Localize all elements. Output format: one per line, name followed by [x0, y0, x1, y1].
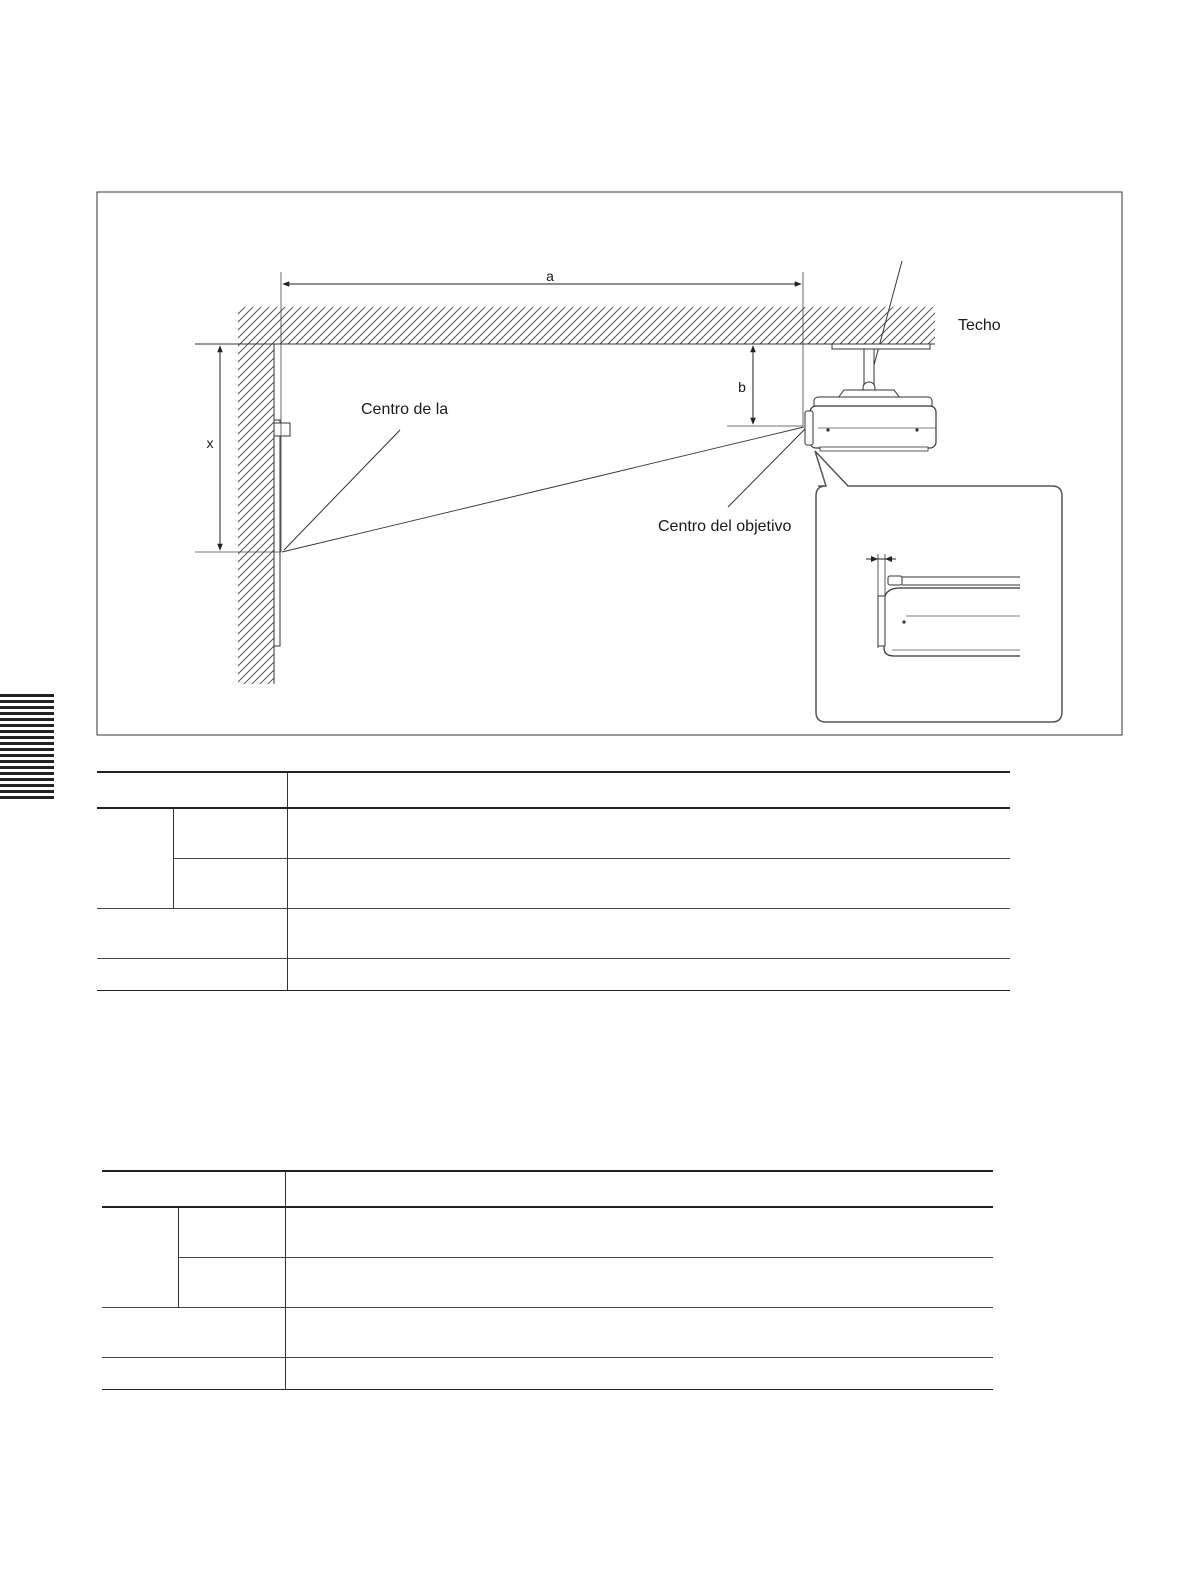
- table-row: [102, 1358, 993, 1390]
- screen-center-leader: [284, 430, 400, 550]
- lens-center-leader: [728, 429, 805, 507]
- dimension-a-label: a: [546, 268, 554, 284]
- ceiling-label: Techo: [958, 317, 1001, 334]
- table-cell: [285, 1207, 993, 1258]
- table-cell: [102, 1308, 285, 1358]
- table-cell: [285, 1358, 993, 1390]
- detail-knob: [888, 576, 902, 585]
- table-cell: [173, 808, 287, 859]
- wall-hatch: [238, 344, 274, 684]
- table-cell: [287, 808, 1010, 859]
- table-cell: [97, 959, 287, 991]
- table-cell: [173, 859, 287, 909]
- lens-center-label: Centro del objetivo: [658, 518, 792, 535]
- screen-center-label: Centro de la: [361, 401, 449, 418]
- mount-plate: [832, 344, 930, 349]
- ceiling-hatch: [238, 307, 935, 344]
- screen: [274, 420, 280, 646]
- table-header-row: [102, 1171, 993, 1207]
- table-cell: [97, 772, 287, 808]
- table-cell: [97, 808, 173, 909]
- dimension-x-label: x: [206, 435, 214, 451]
- table-cell: [287, 859, 1010, 909]
- projector-dot: [915, 428, 918, 431]
- table-cell: [102, 1171, 285, 1207]
- projector: [805, 344, 936, 451]
- table-cell: [178, 1207, 285, 1258]
- table-row: [97, 808, 1010, 859]
- table-row: [102, 1308, 993, 1358]
- measurement-table-2: [102, 1170, 993, 1390]
- projector-dot: [826, 428, 829, 431]
- mount-pole: [864, 349, 874, 385]
- table-row: [102, 1207, 993, 1258]
- projector-body: [810, 406, 936, 448]
- side-tab: [0, 694, 54, 799]
- table-cell: [97, 909, 287, 959]
- screen-bracket: [274, 423, 290, 436]
- table-row: [102, 1258, 993, 1308]
- table-row: [97, 959, 1010, 991]
- detail-lens: [878, 596, 885, 646]
- table-cell: [285, 1308, 993, 1358]
- table-cell: [102, 1358, 285, 1390]
- table-row: [97, 909, 1010, 959]
- table-cell: [285, 1171, 993, 1207]
- projector-foot: [820, 447, 928, 451]
- table-cell: [178, 1258, 285, 1308]
- projector-lens: [805, 411, 813, 445]
- table-cell: [285, 1258, 993, 1308]
- table-row: [97, 859, 1010, 909]
- detail-dot: [902, 620, 905, 623]
- table-cell: [287, 959, 1010, 991]
- dimension-b-label: b: [738, 379, 746, 395]
- table-header-row: [97, 772, 1010, 808]
- detail-callout: [815, 451, 1062, 722]
- measurement-table-1: [97, 771, 1010, 991]
- table-cell: [287, 909, 1010, 959]
- table-cell: [102, 1207, 178, 1308]
- table-cell: [287, 772, 1010, 808]
